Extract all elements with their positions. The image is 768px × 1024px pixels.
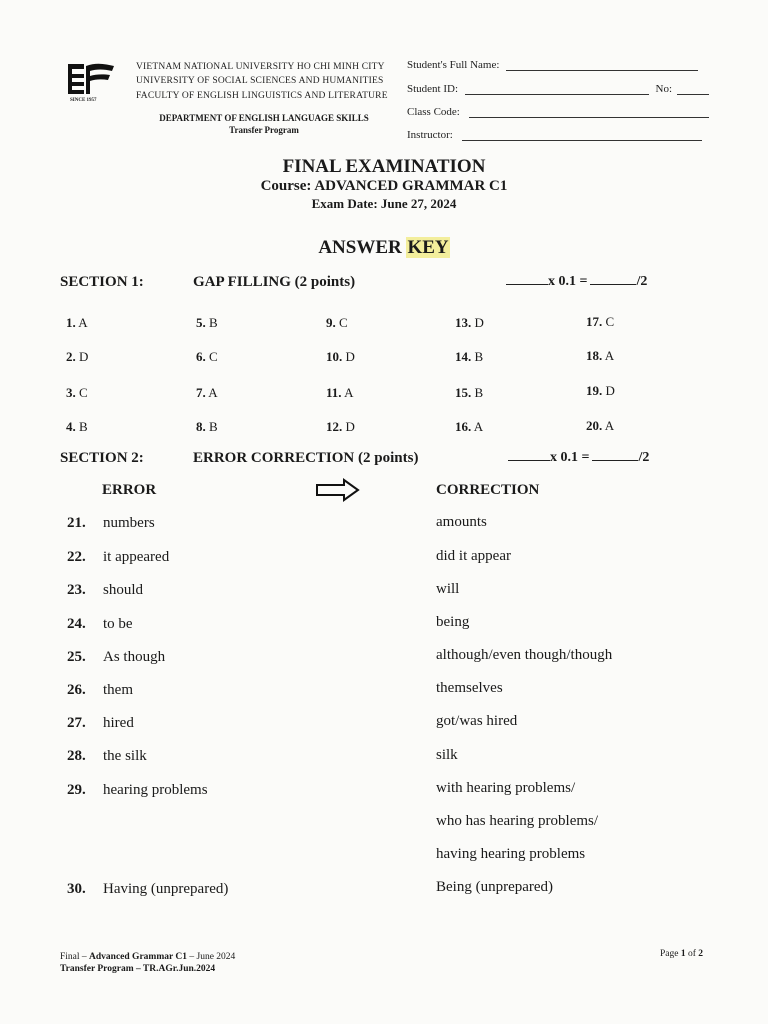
department-name: DEPARTMENT OF ENGLISH LANGUAGE SKILLS (159, 113, 369, 123)
correction-text: silk (436, 747, 458, 763)
section-2-score (508, 450, 649, 466)
answer-item: 11. A (326, 385, 354, 400)
error-row: 21. numbers (67, 515, 155, 531)
no-label: No: (655, 83, 673, 95)
score-blank-3[interactable] (508, 459, 550, 461)
error-row: 25. As though (67, 649, 166, 665)
logo-since: SINCE 1957 (70, 98, 97, 103)
answer-item: 19. D (586, 383, 615, 398)
score-total-1: /2 (636, 274, 648, 289)
answer-item: 14. B (455, 349, 484, 364)
answer-item: 9. C (326, 315, 348, 330)
full-name-field[interactable] (407, 59, 698, 71)
full-name-label: Student's Full Name: (407, 59, 500, 71)
answer-item: 13. D (455, 315, 484, 330)
no-line[interactable] (677, 84, 709, 95)
correction-text: themselves (436, 680, 503, 696)
correction-text: got/was hired (436, 713, 518, 729)
correction-text: did it appear (436, 548, 511, 564)
exam-title: FINAL EXAMINATION (282, 156, 486, 177)
error-row: 27. hired (67, 715, 134, 731)
student-id-line[interactable] (465, 84, 649, 95)
correction-text: who has hearing problems/ (436, 813, 599, 829)
error-row: 30. Having (unprepared) (67, 881, 229, 897)
answer-item: 1. A (66, 315, 88, 330)
correction-text: with hearing problems/ (436, 780, 576, 796)
answer-item: 5. B (196, 315, 218, 330)
instructor-label: Instructor: (407, 129, 453, 141)
score-formula-1: x 0.1 = (548, 274, 588, 289)
faculty-logo (66, 62, 118, 106)
score-blank-2[interactable] (590, 283, 636, 285)
instructor-field[interactable] (407, 129, 702, 141)
answer-item: 10. D (326, 349, 355, 364)
university-line-1: VIETNAM NATIONAL UNIVERSITY HO CHI MINH CITY (136, 62, 385, 72)
answer-item: 7. A (196, 385, 218, 400)
correction-text: amounts (436, 514, 487, 530)
program-name: Transfer Program (229, 125, 299, 135)
student-id-field[interactable] (407, 83, 709, 95)
error-header: ERROR (102, 482, 157, 498)
error-row: 23. should (67, 582, 144, 598)
score-total-2: /2 (638, 450, 650, 465)
section-1-label: SECTION 1: (60, 274, 144, 290)
right-arrow-icon (316, 478, 360, 507)
class-code-label: Class Code: (407, 106, 460, 118)
answer-item: 2. D (66, 349, 89, 364)
correction-text: being (436, 614, 470, 630)
university-line-2: UNIVERSITY OF SOCIAL SCIENCES AND HUMANITIES (136, 76, 384, 86)
answer-key-highlight: KEY (407, 237, 449, 258)
answer-item: 8. B (196, 419, 218, 434)
instructor-line[interactable] (462, 130, 702, 141)
answer-item: 3. C (66, 385, 88, 400)
class-code-field[interactable] (407, 106, 709, 118)
score-blank-4[interactable] (592, 459, 638, 461)
full-name-line[interactable] (506, 60, 698, 71)
footer-course: Final – Advanced Grammar C1 – June 2024 (60, 952, 236, 962)
section-1-title: GAP FILLING (2 points) (193, 274, 356, 290)
section-2-title: ERROR CORRECTION (2 points) (193, 450, 419, 466)
answer-item: 17. C (586, 314, 615, 329)
answer-item: 4. B (66, 419, 88, 434)
error-row: 26. them (67, 682, 133, 698)
class-code-line[interactable] (469, 107, 709, 118)
answer-item: 20. A (586, 418, 615, 433)
exam-date: Exam Date: June 27, 2024 (311, 196, 457, 211)
score-formula-2: x 0.1 = (550, 450, 590, 465)
page-number: Page 1 of 2 (660, 949, 704, 959)
correction-text: having hearing problems (436, 846, 586, 862)
correction-text: Being (unprepared) (436, 879, 554, 895)
error-row: 24. to be (67, 616, 133, 632)
student-id-label: Student ID: (407, 83, 459, 95)
correction-header: CORRECTION (436, 482, 540, 498)
course-title: Course: ADVANCED GRAMMAR C1 (260, 178, 508, 194)
error-row: 22. it appeared (67, 549, 170, 565)
footer-program: Transfer Program – TR.AGr.Jun.2024 (60, 964, 216, 974)
university-line-3: FACULTY OF ENGLISH LINGUISTICS AND LITERATURE (136, 91, 388, 101)
error-row: 28. the silk (67, 748, 147, 764)
answer-item: 16. A (455, 419, 484, 434)
answer-item: 12. D (326, 419, 355, 434)
section-1-score (506, 274, 647, 290)
section-2-label: SECTION 2: (60, 450, 144, 466)
answer-item: 15. B (455, 385, 484, 400)
answer-item: 18. A (586, 348, 615, 363)
score-blank-1[interactable] (506, 283, 548, 285)
answer-item: 6. C (196, 349, 218, 364)
correction-text: will (436, 581, 460, 597)
error-row: 29. hearing problems (67, 782, 208, 798)
answer-key-prefix: ANSWER (318, 237, 407, 258)
correction-text: although/even though/though (436, 647, 613, 663)
answer-key-title (0, 237, 768, 259)
